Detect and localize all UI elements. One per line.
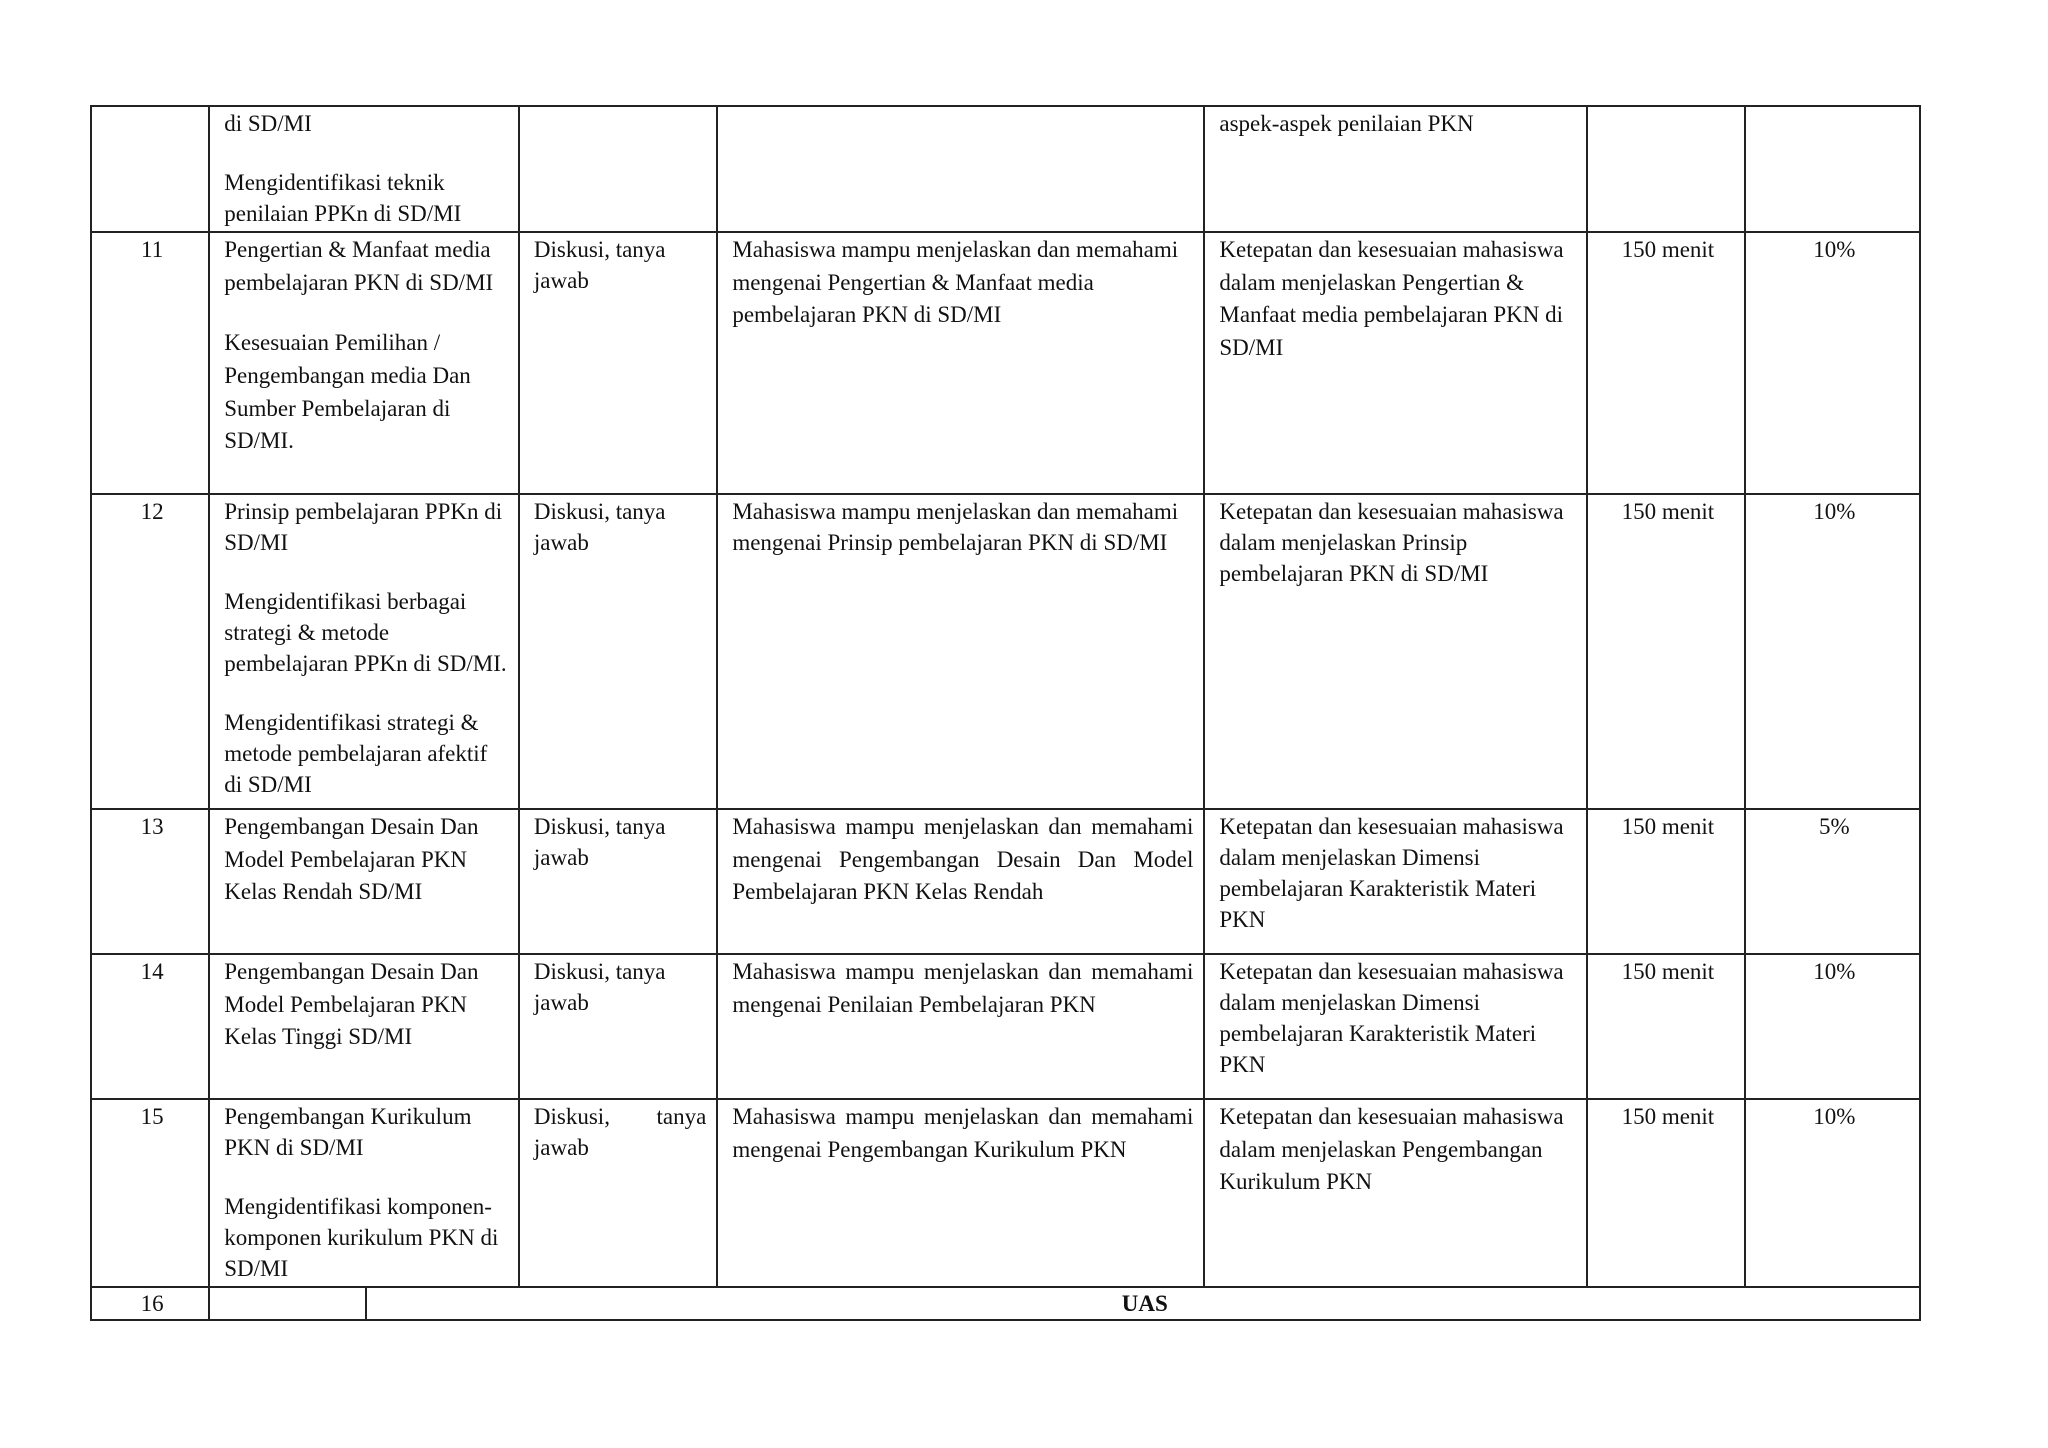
- weight-cell: 10%: [1745, 1099, 1920, 1287]
- material-text: Mengidentifikasi berbagai strategi & metode pembelajaran PPKn di SD/MI.: [224, 589, 507, 677]
- week-number-cell: 11: [91, 232, 209, 494]
- material-text: Pengembangan Desain Dan Model Pembelajaran PKN Kelas Tinggi SD/MI: [224, 959, 479, 1050]
- material-cell: [209, 1099, 519, 1287]
- time-cell: [1587, 106, 1744, 232]
- criteria-cell: Ketepatan dan kesesuaian mahasiswa dalam menjelaskan Dimensi pembelajaran Karakteristik Materi PKN: [1204, 809, 1587, 954]
- table-row: [91, 232, 1920, 494]
- criteria-cell: Ketepatan dan kesesuaian mahasiswa dalam menjelaskan Pengertian & Manfaat media pembelajaran PKN di SD/MI: [1204, 232, 1587, 494]
- material-text: Kesesuaian Pemilihan / Pengembangan media Dan Sumber Pembelajaran di SD/MI.: [224, 330, 471, 454]
- method-cell: Diskusi, tanya jawab: [519, 1099, 717, 1287]
- week-number-cell: [91, 106, 209, 232]
- method-cell: Diskusi, tanya jawab: [519, 494, 717, 809]
- method-cell: Diskusi, tanya jawab: [519, 232, 717, 494]
- criteria-cell: aspek-aspek penilaian PKN: [1204, 106, 1587, 232]
- weight-cell: 10%: [1745, 954, 1920, 1099]
- material-text: Pengembangan Desain Dan Model Pembelajaran PKN Kelas Rendah SD/MI: [224, 814, 479, 905]
- material-cell: [209, 954, 519, 1099]
- time-cell: 150 menit: [1587, 1099, 1744, 1287]
- indicator-cell: Mahasiswa mampu menjelaskan dan memahami mengenai Penilaian Pembelajaran PKN: [717, 954, 1204, 1099]
- table-row: [91, 106, 1920, 232]
- weight-cell: 10%: [1745, 494, 1920, 809]
- method-cell: Diskusi, tanya jawab: [519, 809, 717, 954]
- week-number-cell: 14: [91, 954, 209, 1099]
- criteria-cell: Ketepatan dan kesesuaian mahasiswa dalam menjelaskan Dimensi pembelajaran Karakteristik Materi PKN: [1204, 954, 1587, 1099]
- weight-cell: 5%: [1745, 809, 1920, 954]
- weight-cell: 10%: [1745, 232, 1920, 494]
- method-cell: [519, 106, 717, 232]
- material-text: Mengidentifikasi strategi & metode pembelajaran afektif di SD/MI: [224, 710, 488, 798]
- material-cell: [209, 232, 519, 494]
- week-number-cell: 15: [91, 1099, 209, 1287]
- criteria-cell: Ketepatan dan kesesuaian mahasiswa dalam menjelaskan Pengembangan Kurikulum PKN: [1204, 1099, 1587, 1287]
- criteria-cell: Ketepatan dan kesesuaian mahasiswa dalam menjelaskan Prinsip pembelajaran PKN di SD/MI: [1204, 494, 1587, 809]
- indicator-cell: Mahasiswa mampu menjelaskan dan memahami mengenai Pengertian & Manfaat media pembelajaran PKN di SD/MI: [717, 232, 1204, 494]
- indicator-cell: Mahasiswa mampu menjelaskan dan memahami mengenai Prinsip pembelajaran PKN di SD/MI: [717, 494, 1204, 809]
- course-plan-table: [90, 105, 1921, 1321]
- empty-cell: [209, 1287, 365, 1320]
- material-text: Prinsip pembelajaran PPKn di SD/MI: [224, 499, 503, 556]
- table-row-uas: [91, 1287, 1920, 1320]
- uas-label: UAS: [366, 1287, 1920, 1320]
- material-text: Mengidentifikasi komponen-komponen kurikulum PKN di SD/MI: [224, 1194, 499, 1282]
- material-text: di SD/MI: [224, 111, 312, 136]
- weight-cell: [1745, 106, 1920, 232]
- week-number-cell: 16: [91, 1287, 209, 1320]
- table-row: [91, 1099, 1920, 1287]
- indicator-cell: [717, 106, 1204, 232]
- table-row: [91, 954, 1920, 1099]
- time-cell: 150 menit: [1587, 809, 1744, 954]
- material-cell: [209, 809, 519, 954]
- indicator-cell: Mahasiswa mampu menjelaskan dan memahami mengenai Pengembangan Kurikulum PKN: [717, 1099, 1204, 1287]
- material-text: Pengembangan Kurikulum PKN di SD/MI: [224, 1104, 472, 1161]
- week-number-cell: 13: [91, 809, 209, 954]
- material-cell: [209, 494, 519, 809]
- time-cell: 150 menit: [1587, 494, 1744, 809]
- table-row: [91, 494, 1920, 809]
- method-cell: Diskusi, tanya jawab: [519, 954, 717, 1099]
- time-cell: 150 menit: [1587, 954, 1744, 1099]
- material-text: Mengidentifikasi teknik penilaian PPKn di SD/MI: [224, 170, 462, 227]
- indicator-cell: Mahasiswa mampu menjelaskan dan memahami mengenai Pengembangan Desain Dan Model Pembelajaran PKN Kelas Rendah: [717, 809, 1204, 954]
- table-row: [91, 809, 1920, 954]
- week-number-cell: 12: [91, 494, 209, 809]
- material-text: Pengertian & Manfaat media pembelajaran PKN di SD/MI: [224, 237, 494, 295]
- material-cell: [209, 106, 519, 232]
- time-cell: 150 menit: [1587, 232, 1744, 494]
